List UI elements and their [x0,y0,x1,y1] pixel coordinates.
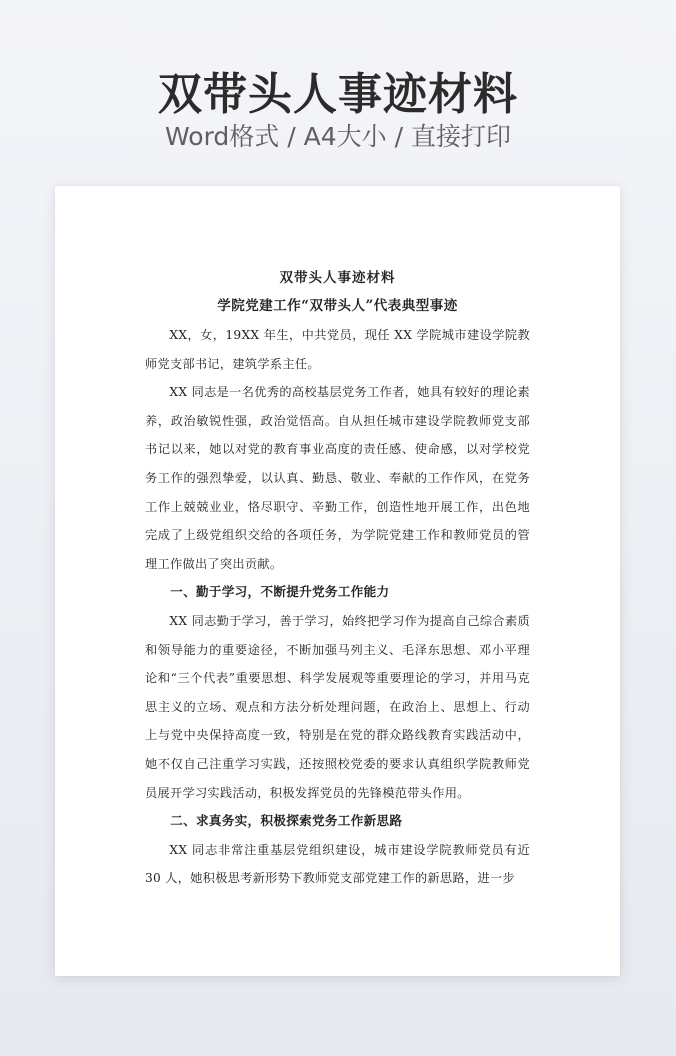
banner-title: 双带头人事迹材料 [158,69,518,120]
section-paragraph-2: XX 同志非常注重基层党组织建设，城市建设学院教师党员有近 30 人，她积极思考新形势下教师党支部党建工作的新思路，进一步 [145,842,530,886]
paragraph-overview: XX 同志是一名优秀的高校基层党务工作者，她具有较好的理论素养，政治敏锐性强，政治觉悟高。自从担任城市建设学院教师党支部书记以来，她以对党的教育事业高度的责任感、使命感，以对学校党务工作的强烈挚爱，以认真、勤恳、敬业、奉献的工作作风，在党务工作上兢兢业业，恪尽职守、辛勤工作，创造性地开展工作，出色地完成了上级党组织交给的各项任务，为学院党建工作和教师党员的管理工作做出了突出贡献。 [145,385,530,571]
banner-subtitle: Word格式 / A4大小 / 直接打印 [165,122,511,151]
document-body [145,264,530,893]
document-page [55,186,620,976]
paragraph-intro: XX，女，19XX 年生，中共党员，现任 XX 学院城市建设学院教师党支部书记，建筑学系主任。 [145,328,530,371]
document-subtitle: 学院党建工作“双带头人”代表典型事迹 [217,298,458,314]
section-heading-1: 一、勤于学习，不断提升党务工作能力 [170,584,390,600]
document-title: 双带头人事迹材料 [279,270,396,286]
section-paragraph-1: XX 同志勤于学习，善于学习，始终把学习作为提高自己综合素质和领导能力的重要途径，不断加强马列主义、毛泽东思想、邓小平理论和“三个代表”重要思想、科学发展观等重要理论的学习，并用马克思主义的立场、观点和方法分析处理问题，在政治上、思想上、行动上与党中央保持高度一致，特别是在党的群众路线教育实践活动中，她不仅自己注重学习实践，还按照校党委的要求认真组织学院教师党员展开学习实践活动，积极发挥党员的先锋模范带头作用。 [145,613,530,800]
section-heading-2: 二、求真务实，积极探索党务工作新思路 [170,813,403,829]
